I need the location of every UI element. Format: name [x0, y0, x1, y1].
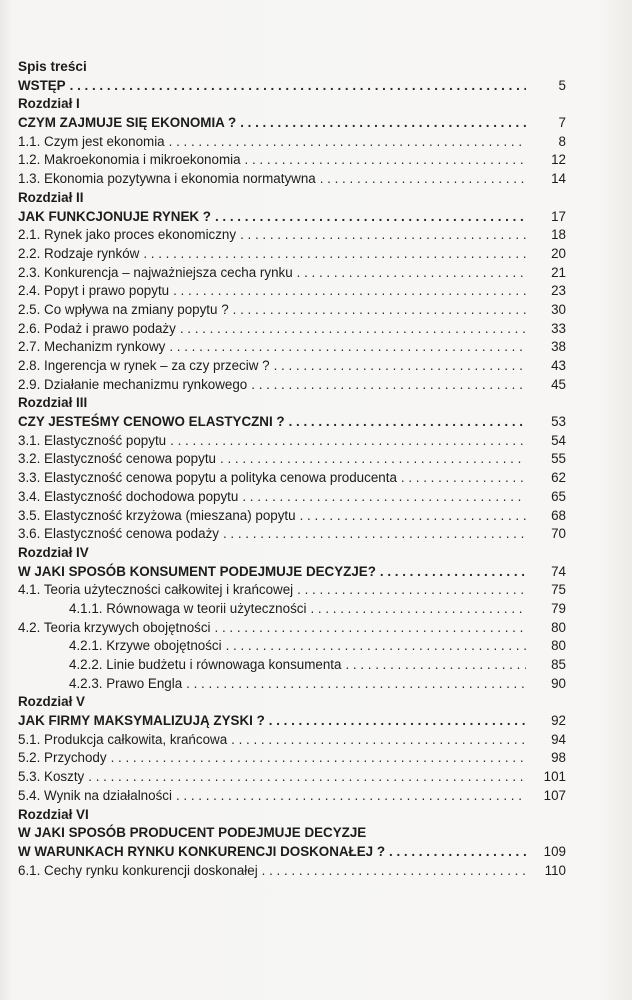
toc-entry-chapter [18, 712, 566, 731]
toc-entry-section [18, 862, 566, 881]
toc-entry-page-number: 70 [551, 526, 566, 542]
toc-entry-page-number: 110 [544, 862, 566, 878]
toc-entry-page-number: 75 [551, 582, 566, 598]
toc-entry-label: 6.1. Cechy rynku konkurencji doskonałej [18, 862, 258, 878]
dot-leader [389, 843, 526, 862]
toc-entry-section [18, 469, 566, 488]
toc-entry-page-number: 101 [543, 769, 566, 785]
toc-entry-label: 3.1. Elastyczność popytu [18, 432, 167, 448]
dot-leader [176, 787, 526, 806]
toc-entry-page-number: 30 [551, 301, 566, 317]
dot-leader [242, 488, 526, 507]
toc-entry-label: 5.1. Produkcja całkowita, krańcowa [18, 731, 228, 747]
toc-entry-label: 2.4. Popyt i prawo popytu [18, 283, 170, 299]
dot-leader [169, 133, 526, 152]
toc-entry-section [18, 787, 566, 806]
dot-leader [220, 450, 526, 469]
dot-leader [88, 768, 526, 787]
toc-entry-page-number: 80 [551, 619, 566, 635]
toc-entry-section [18, 581, 566, 600]
toc-entry-label: W JAKI SPOSÓB KONSUMENT PODEJMUJE DECYZJE? [18, 563, 376, 579]
toc-entry-label: 2.9. Działanie mechanizmu rynkowego [18, 376, 248, 392]
toc-entry-section [18, 376, 566, 395]
dot-leader [186, 675, 526, 694]
dot-leader [320, 170, 526, 189]
dot-leader [251, 376, 526, 395]
toc-entry-page-number: 33 [551, 320, 566, 336]
toc-entry-chapter [18, 114, 566, 133]
toc-entry-chapter [18, 843, 566, 862]
toc-entry-section [18, 357, 566, 376]
toc-entry-page-number: 54 [551, 432, 566, 448]
toc-entry-page-number: 7 [558, 115, 566, 131]
toc-entry-label: 3.3. Elastyczność cenowa popytu a polityka cenowa producenta [18, 470, 397, 486]
dot-leader [143, 245, 526, 264]
dot-leader [300, 507, 526, 526]
toc-entry-part [18, 95, 566, 114]
toc-entry-label: W WARUNKACH RYNKU KONKURENCJI DOSKONAŁEJ ? [18, 843, 386, 859]
toc-entry-label: CZY JESTEŚMY CENOWO ELASTYCZNI ? [18, 414, 285, 430]
toc-entry-page-number: 90 [551, 675, 566, 691]
dot-leader [245, 151, 526, 170]
toc-entry-part [18, 544, 566, 563]
toc-entry-label: 5.3. Koszty [18, 769, 85, 785]
toc-entry-section [18, 619, 566, 638]
toc-entry-label: 4.1.1. Równowaga w teorii użyteczności [69, 600, 307, 616]
toc-entry-page-number: 20 [551, 245, 566, 261]
dot-leader [274, 357, 526, 376]
toc-entry-page-number: 74 [551, 563, 566, 579]
toc-entry-section [18, 507, 566, 526]
toc-entry-page-number: 98 [551, 750, 566, 766]
toc-entry-label: 2.3. Konkurencja – najważniejsza cecha rynku [18, 264, 293, 280]
toc-entry-page-number: 65 [551, 488, 566, 504]
toc-entry-page-number: 92 [551, 713, 566, 729]
dot-leader [170, 432, 526, 451]
toc-entry-part [18, 394, 566, 413]
dot-leader [240, 226, 526, 245]
toc-entry-label: 3.4. Elastyczność dochodowa popytu [18, 488, 239, 504]
dot-leader [226, 637, 526, 656]
toc-entry-page-number: 17 [551, 208, 566, 224]
toc-entry-section [18, 301, 566, 320]
toc-entry-chapter [18, 413, 566, 432]
toc-entry-label: Rozdział V [18, 694, 85, 710]
toc-entry-section [18, 151, 566, 170]
toc-entry-section [18, 320, 566, 339]
toc-entry-label: 2.7. Mechanizm rynkowy [18, 339, 166, 355]
toc-entry-label: 5.2. Przychody [18, 750, 107, 766]
toc-entry-label: 4.2.3. Prawo Engla [69, 675, 183, 691]
table-of-contents [18, 58, 566, 880]
toc-entry-section [18, 525, 566, 544]
toc-entry-subsection [18, 675, 566, 694]
toc-entry-page-number: 85 [551, 657, 566, 672]
toc-entry-page-number: 8 [558, 133, 566, 149]
toc-entry-section [18, 133, 566, 152]
toc-entry-part [18, 806, 566, 825]
toc-entry-section [18, 338, 566, 357]
toc-entry-page-number: 109 [543, 843, 566, 859]
toc-entry-label: JAK FUNKCJONUJE RYNEK ? [18, 208, 211, 224]
toc-entry-section [18, 170, 566, 189]
toc-entry-chapter-line [18, 824, 566, 843]
toc-entry-label: 1.3. Ekonomia pozytywna i ekonomia normatywna [18, 171, 316, 187]
toc-entry-subsection [18, 600, 566, 619]
toc-entry-page-number: 23 [551, 283, 566, 299]
toc-entry-label: 4.2. Teoria krzywych obojętności [18, 619, 211, 635]
toc-entry-chapter [18, 208, 566, 227]
toc-entry-page-number: 107 [543, 787, 566, 803]
dot-leader [310, 600, 526, 619]
toc-entry-page-number: 79 [551, 600, 566, 616]
dot-leader [240, 114, 526, 133]
toc-entry-page-number: 12 [551, 152, 566, 168]
toc-entry-page-number: 14 [551, 171, 566, 187]
toc-entry-label: Rozdział II [18, 189, 84, 205]
toc-entry-label: 2.6. Podaż i prawo podaży [18, 320, 176, 336]
toc-entry-label: 3.5. Elastyczność krzyżowa (mieszana) popytu [18, 507, 296, 523]
dot-leader [111, 749, 526, 768]
dot-leader [215, 208, 526, 227]
toc-entry-label: 2.5. Co wpływa na zmiany popytu ? [18, 301, 229, 317]
toc-entry-section [18, 282, 566, 301]
toc-entry-section [18, 226, 566, 245]
toc-entry-section [18, 450, 566, 469]
toc-entry-page-number: 80 [551, 638, 566, 654]
toc-entry-label: 2.8. Ingerencja w rynek – za czy przeciw ? [18, 358, 270, 373]
toc-entry-label: 4.1. Teoria użyteczności całkowitej i krańcowej [18, 582, 294, 598]
toc-entry-page-number: 62 [551, 470, 566, 486]
toc-entry-part [18, 189, 566, 208]
toc-entry-subsection [18, 637, 566, 656]
dot-leader [180, 320, 526, 339]
dot-leader [169, 338, 526, 357]
toc-entry-section [18, 245, 566, 264]
toc-entry-label: Rozdział VI [18, 806, 89, 822]
toc-entry-page-number: 53 [551, 414, 566, 430]
toc-entry-page-number: 68 [551, 507, 566, 523]
toc-entry-page-number: 94 [551, 731, 566, 747]
dot-leader [173, 282, 526, 301]
toc-entry-part [18, 693, 566, 712]
toc-entry-label: Rozdział III [18, 395, 88, 411]
dot-leader [297, 581, 526, 600]
toc-entry-label: Rozdział I [18, 96, 80, 112]
toc-entry-label: JAK FIRMY MAKSYMALIZUJĄ ZYSKI ? [18, 713, 265, 729]
toc-entry-page-number: 55 [551, 451, 566, 467]
toc-entry-label: WSTĘP [18, 77, 66, 93]
dot-leader [289, 413, 526, 432]
toc-entry-label: CZYM ZAJMUJE SIĘ EKONOMIA ? [18, 115, 237, 131]
dot-leader [380, 563, 526, 582]
toc-entry-section [18, 264, 566, 283]
toc-entry-label: 2.2. Rodzaje rynków [18, 245, 140, 261]
dot-leader [233, 301, 526, 320]
toc-entry-chapter [18, 77, 566, 96]
toc-entry-label: 5.4. Wynik na działalności [18, 787, 172, 803]
toc-entry-label: 3.2. Elastyczność cenowa popytu [18, 451, 216, 467]
toc-entry-page-number: 45 [551, 376, 566, 392]
toc-entry-section [18, 731, 566, 750]
toc-entry-page-number: 21 [551, 264, 566, 280]
toc-entry-page-number: 43 [551, 358, 566, 373]
toc-entry-label: 4.2.1. Krzywe obojętności [69, 638, 222, 654]
dot-leader [297, 264, 526, 283]
toc-entry-label: Rozdział IV [18, 544, 89, 560]
dot-leader [269, 712, 526, 731]
toc-entry-label: 2.1. Rynek jako proces ekonomiczny [18, 227, 237, 243]
toc-entry-label: 4.2.2. Linie budżetu i równowaga konsumenta [69, 657, 342, 672]
toc-entry-page-number: 5 [558, 77, 566, 93]
toc-entry-section [18, 768, 566, 787]
toc-entry-label: 1.2. Makroekonomia i mikroekonomia [18, 152, 241, 168]
toc-entry-label: 1.1. Czym jest ekonomia [18, 133, 165, 149]
toc-entry-page-number: 38 [551, 339, 566, 355]
dot-leader [70, 77, 526, 96]
toc-entry-subsection [18, 656, 566, 675]
dot-leader [223, 525, 526, 544]
toc-entry-label: 3.6. Elastyczność cenowa podaży [18, 526, 219, 542]
toc-entry-label: W JAKI SPOSÓB PRODUCENT PODEJMUJE DECYZJE [18, 825, 367, 841]
toc-entry-chapter [18, 563, 566, 582]
toc-entry-page-number: 18 [551, 227, 566, 243]
toc-entries [18, 77, 566, 881]
toc-heading: Spis treści [18, 59, 87, 74]
toc-entry-section [18, 488, 566, 507]
dot-leader [262, 862, 526, 881]
toc-entry-section [18, 749, 566, 768]
dot-leader [215, 619, 526, 638]
toc-entry-section [18, 432, 566, 451]
dot-leader [401, 469, 526, 488]
dot-leader [231, 731, 526, 750]
dot-leader [345, 656, 526, 675]
